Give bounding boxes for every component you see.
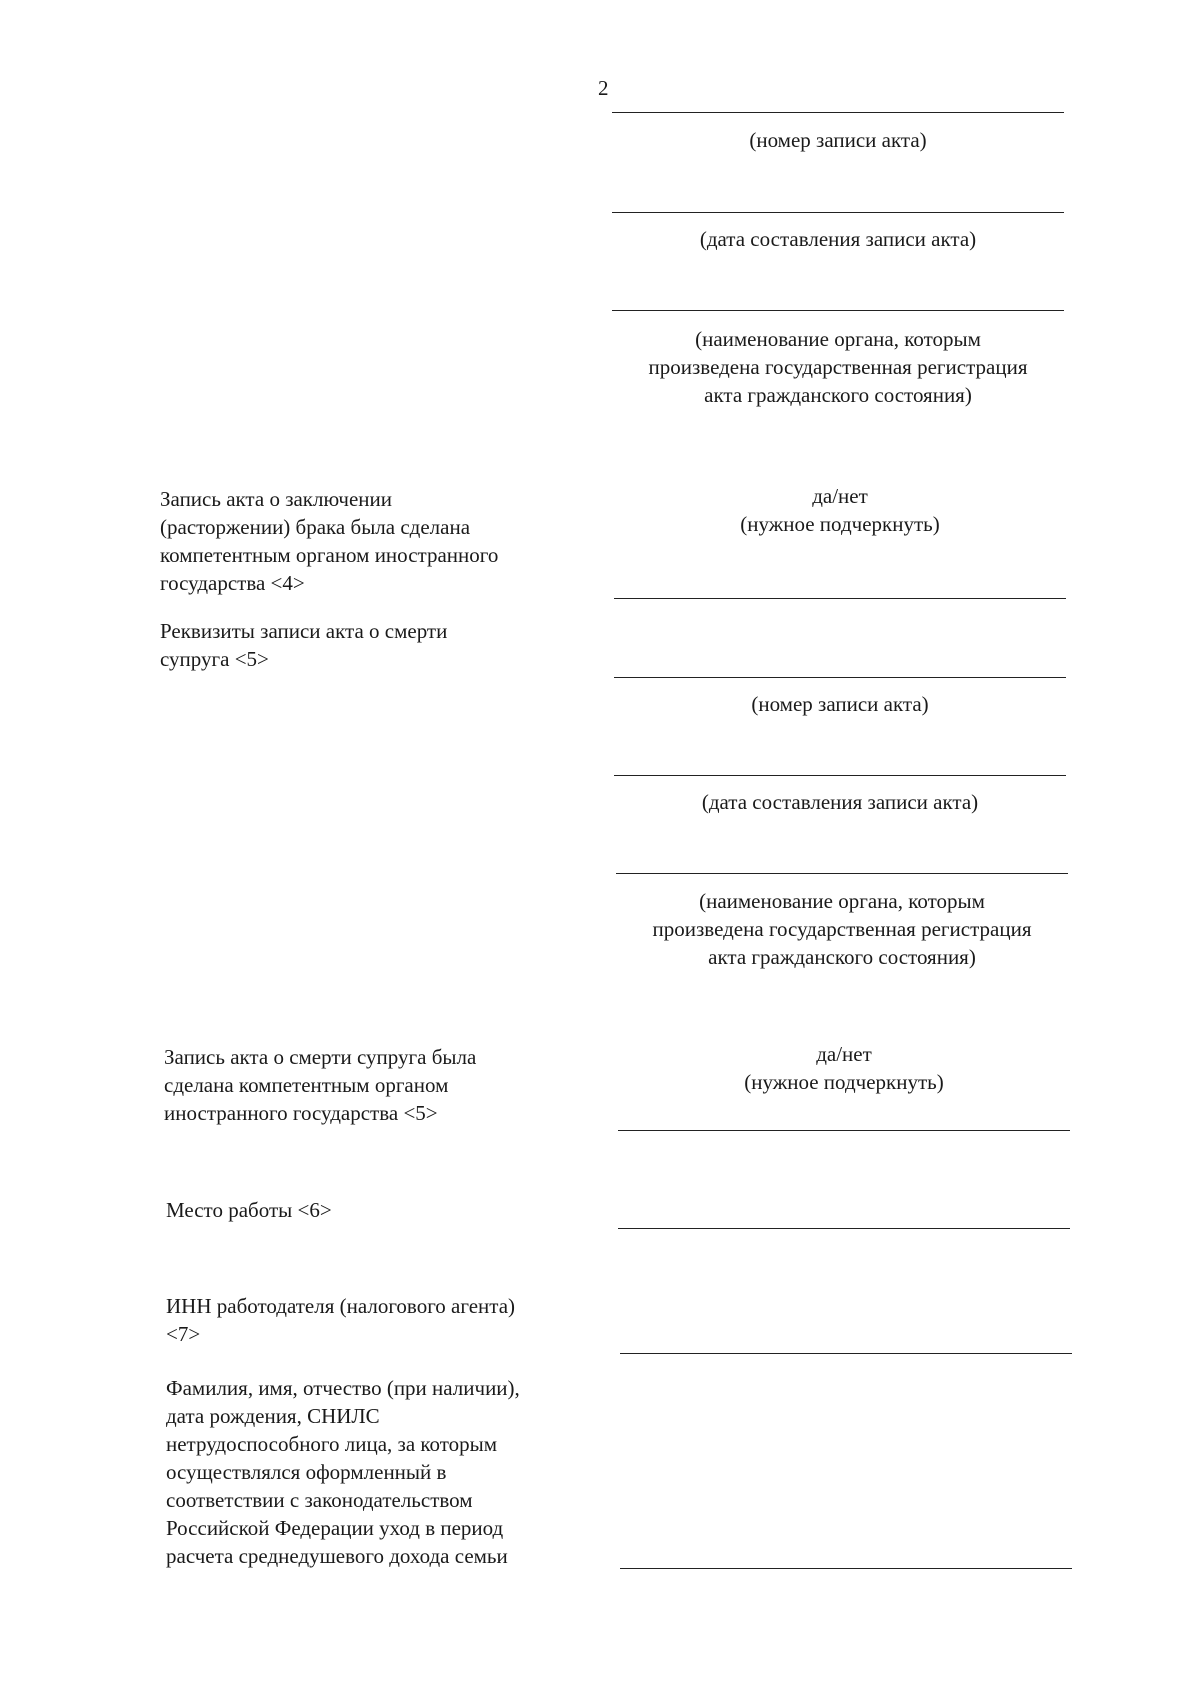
death-date-caption: (дата составления записи акта) — [701, 790, 979, 814]
act-authority-caption: (наименование органа, которым произведена государственная регистрация акта гражданского состояния) — [648, 327, 1028, 407]
death-foreign-field[interactable] — [618, 1130, 1070, 1131]
workplace-field[interactable] — [618, 1228, 1070, 1229]
death-foreign-choice-hint: (нужное подчеркнуть) — [744, 1070, 944, 1094]
death-foreign-choice[interactable]: да/нет — [816, 1042, 872, 1066]
disabled-person-label: Фамилия, имя, отчество (при наличии), дата рождения, СНИЛС нетрудоспособного лица, за которым осуществлялся оформленный в соответствии с законодательством Российской Федерации уход в период расчета среднедушевого дохода семьи — [166, 1376, 520, 1568]
marriage-foreign-choice-hint: (нужное подчеркнуть) — [740, 512, 940, 536]
employer-inn-label: ИНН работодателя (налогового агента) <7> — [166, 1294, 516, 1346]
act-number-caption: (номер записи акта) — [749, 128, 927, 152]
death-number-field[interactable] — [614, 677, 1066, 678]
death-number-caption: (номер записи акта) — [751, 692, 929, 716]
death-date-field[interactable] — [614, 775, 1066, 776]
death-authority-field[interactable] — [616, 873, 1068, 874]
workplace-label: Место работы <6> — [166, 1198, 332, 1222]
page-number: 2 — [598, 76, 609, 100]
act-number-field[interactable] — [612, 112, 1064, 113]
death-record-label: Реквизиты записи акта о смерти супруга <5> — [160, 619, 448, 671]
act-date-caption: (дата составления записи акта) — [699, 227, 977, 251]
marriage-foreign-field[interactable] — [614, 598, 1066, 599]
marriage-foreign-label: Запись акта о заключении (расторжении) брака была сделана компетентным органом иностранного государства <4> — [160, 487, 499, 595]
marriage-foreign-choice[interactable]: да/нет — [812, 484, 868, 508]
employer-inn-field[interactable] — [620, 1353, 1072, 1354]
death-authority-caption: (наименование органа, которым произведена государственная регистрация акта гражданского состояния) — [652, 889, 1032, 969]
disabled-person-field[interactable] — [620, 1568, 1072, 1569]
act-authority-field[interactable] — [612, 310, 1064, 311]
death-foreign-label: Запись акта о смерти супруга была сделана компетентным органом иностранного государства <5> — [164, 1045, 477, 1125]
act-date-field[interactable] — [612, 212, 1064, 213]
